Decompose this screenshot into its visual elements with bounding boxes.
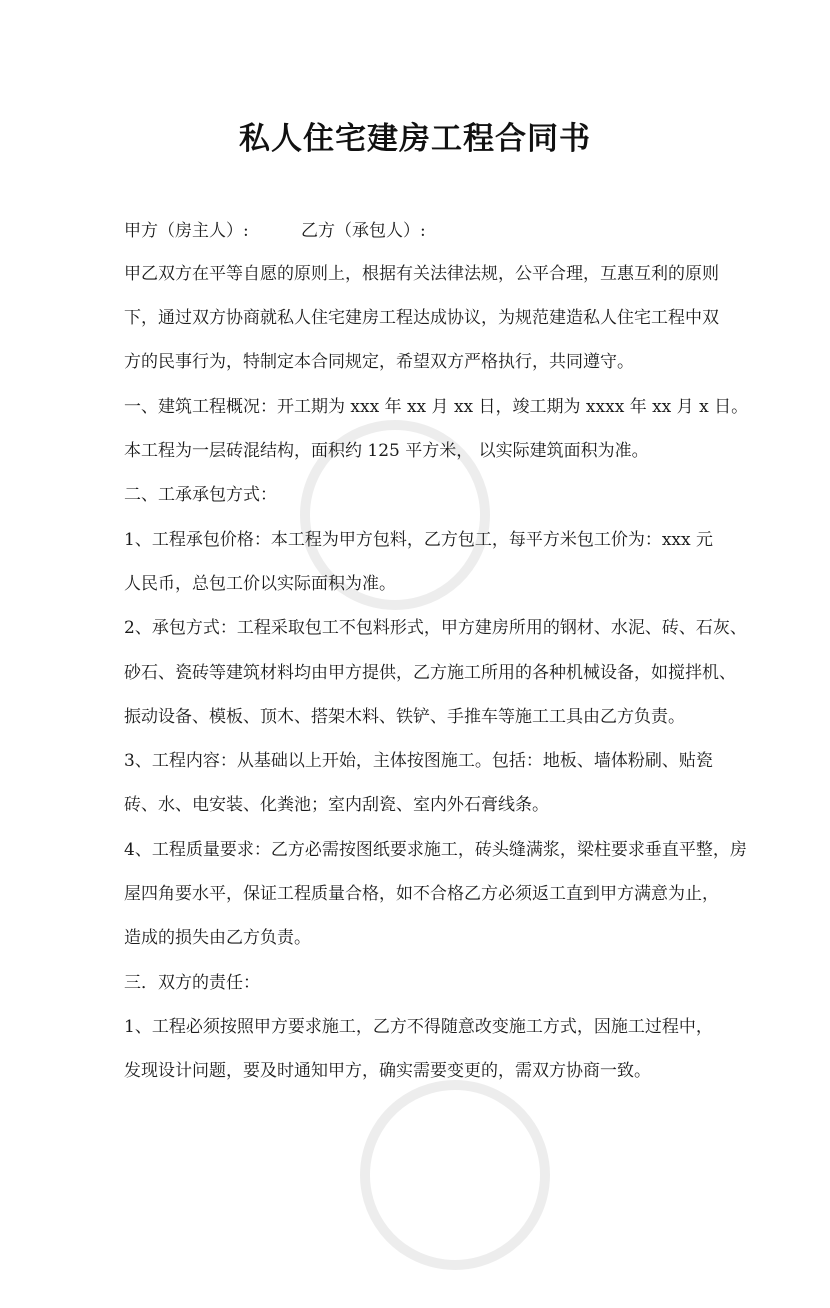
contract-line: 砖、水、电安装、化粪池；室内刮瓷、室内外石膏线条。 xyxy=(124,795,549,815)
contract-line: 2、承包方式：工程采取包工不包料形式，甲方建房所用的钢材、水泥、砖、石灰、 xyxy=(124,618,747,638)
contract-line: 造成的损失由乙方负责。 xyxy=(124,928,311,948)
watermark-seal xyxy=(262,382,529,649)
contract-line: 振动设备、模板、顶木、搭架木料、铁铲、手推车等施工工具由乙方负责。 xyxy=(124,707,685,727)
contract-line: 本工程为一层砖混结构，面积约 125 平方米， 以实际建筑面积为准。 xyxy=(124,441,649,461)
contract-line: 人民币，总包工价以实际面积为准。 xyxy=(124,574,396,594)
contract-line: 3、工程内容：从基础以上开始，主体按图施工。包括：地板、墙体粉刷、贴瓷 xyxy=(124,751,713,771)
contract-line: 1、工程必须按照甲方要求施工，乙方不得随意改变施工方式，因施工过程中， xyxy=(124,1017,713,1037)
contract-line: 发现设计问题，要及时通知甲方，确实需要变更的，需双方协商一致。 xyxy=(124,1061,651,1081)
contract-line: 甲乙双方在平等自愿的原则上，根据有关法律法规，公平合理，互惠互利的原则 xyxy=(124,264,719,284)
contract-line: 下，通过双方协商就私人住宅建房工程达成协议，为规范建造私人住宅工程中双 xyxy=(124,308,719,328)
section-heading: 二、工承承包方式： xyxy=(124,485,277,505)
section-heading: 三．双方的责任： xyxy=(124,973,260,993)
party-a-label: 甲方（房主人）: xyxy=(124,221,249,241)
contract-line: 屋四角要水平，保证工程质量合格，如不合格乙方必须返工直到甲方满意为止， xyxy=(124,884,719,904)
contract-line: 砂石、瓷砖等建筑材料均由甲方提供，乙方施工所用的各种机械设备，如搅拌机、 xyxy=(124,663,736,683)
document-title: 私人住宅建房工程合同书 xyxy=(239,121,591,157)
contract-line: 一、建筑工程概况：开工期为 xxx 年 xx 月 xx 日，竣工期为 xxxx 年 xx 月 x 日。 xyxy=(124,397,749,417)
contract-line: 方的民事行为，特制定本合同规定，希望双方严格执行，共同遵守。 xyxy=(124,352,634,372)
contract-line: 4、工程质量要求：乙方必需按图纸要求施工，砖头缝满浆，梁柱要求垂直平整，房 xyxy=(124,840,747,860)
party-b-label: 乙方（承包人）: xyxy=(301,221,426,241)
contract-line: 1、工程承包价格：本工程为甲方包料，乙方包工，每平方米包工价为：xxx 元 xyxy=(124,530,713,550)
